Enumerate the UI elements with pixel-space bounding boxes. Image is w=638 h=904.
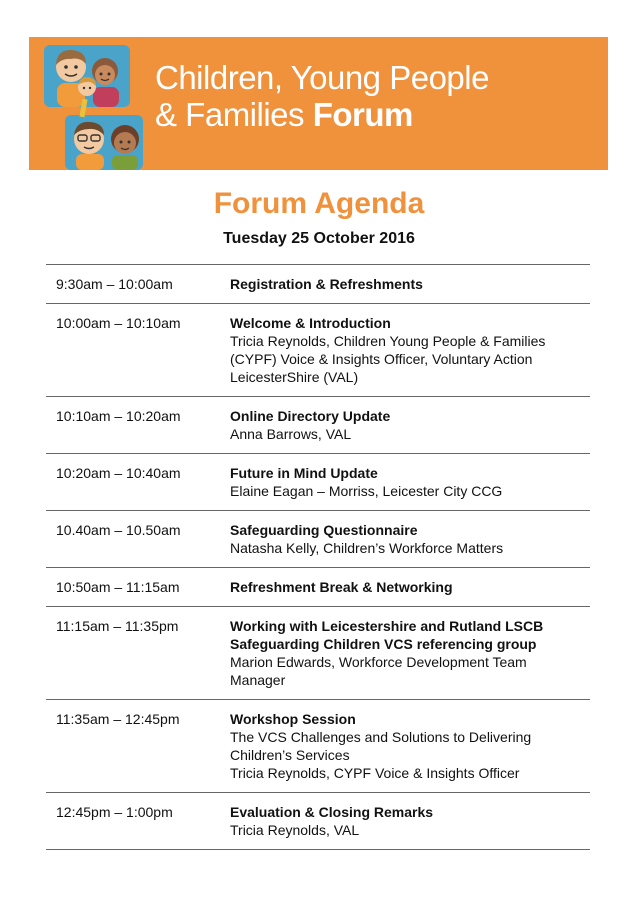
agenda-time: 10.40am – 10.50am xyxy=(56,522,181,538)
session-speaker: Anna Barrows, VAL xyxy=(230,426,352,442)
agenda-row xyxy=(46,511,590,568)
session-title: Workshop Session xyxy=(230,711,356,727)
session-title: Registration & Refreshments xyxy=(230,276,423,292)
agenda-detail xyxy=(230,314,590,386)
agenda-detail xyxy=(230,617,590,689)
session-title: Welcome & Introduction xyxy=(230,315,391,331)
agenda-time: 11:35am – 12:45pm xyxy=(56,711,180,727)
session-speaker: Tricia Reynolds, CYPF Voice & Insights Officer xyxy=(230,765,520,781)
session-speaker: Tricia Reynolds, Children Young People & Families xyxy=(230,333,546,349)
agenda-time: 12:45pm – 1:00pm xyxy=(56,804,173,820)
family-faces-illustration-icon xyxy=(41,43,159,170)
banner-title-regular: & Families xyxy=(155,96,313,133)
session-speaker: LeicesterShire (VAL) xyxy=(230,369,359,385)
agenda-row xyxy=(46,568,590,607)
session-speaker: Elaine Eagan – Morriss, Leicester City CCG xyxy=(230,483,503,499)
agenda-row xyxy=(46,265,590,304)
agenda-time: 11:15am – 11:35pm xyxy=(56,618,179,634)
agenda-table xyxy=(46,264,590,850)
session-title: Evaluation & Closing Remarks xyxy=(230,804,434,820)
session-speaker: The VCS Challenges and Solutions to Delivering xyxy=(230,729,532,745)
agenda-detail xyxy=(230,803,590,839)
banner-title-line1: Children, Young People xyxy=(155,59,489,96)
agenda-detail xyxy=(230,521,590,557)
agenda-time: 10:50am – 11:15am xyxy=(56,579,180,595)
session-title: Safeguarding Questionnaire xyxy=(230,522,418,538)
agenda-row xyxy=(46,700,590,793)
page-title: Forum Agenda xyxy=(213,187,425,220)
agenda-detail xyxy=(230,407,590,443)
agenda-row xyxy=(46,454,590,511)
agenda-time: 10:10am – 10:20am xyxy=(56,408,181,424)
agenda-time: 10:00am – 10:10am xyxy=(56,315,181,331)
banner-title-bold: Forum xyxy=(312,96,413,133)
agenda-detail xyxy=(230,464,590,500)
banner-title-line2 xyxy=(155,96,489,133)
session-title: Online Directory Update xyxy=(230,408,391,424)
session-title: Future in Mind Update xyxy=(230,465,378,481)
agenda-detail xyxy=(230,578,590,596)
agenda-detail xyxy=(230,275,590,293)
session-speaker: Tricia Reynolds, VAL xyxy=(230,822,360,838)
session-title: Safeguarding Children VCS referencing group xyxy=(230,636,537,652)
agenda-row xyxy=(46,793,590,850)
agenda-time: 9:30am – 10:00am xyxy=(56,276,173,292)
agenda-row xyxy=(46,304,590,397)
banner-title xyxy=(155,59,489,133)
session-title: Working with Leicestershire and Rutland LSCB xyxy=(230,618,544,634)
session-speaker: Natasha Kelly, Children’s Workforce Matters xyxy=(230,540,504,556)
agenda-detail xyxy=(230,710,590,782)
forum-banner xyxy=(29,37,608,170)
agenda-row xyxy=(46,397,590,454)
session-speaker: Children’s Services xyxy=(230,747,350,763)
session-speaker: (CYPF) Voice & Insights Officer, Voluntary Action xyxy=(230,351,533,367)
session-title: Refreshment Break & Networking xyxy=(230,579,453,595)
agenda-time: 10:20am – 10:40am xyxy=(56,465,181,481)
session-speaker: Marion Edwards, Workforce Development Team xyxy=(230,654,527,670)
event-date: Tuesday 25 October 2016 xyxy=(223,230,415,247)
session-speaker: Manager xyxy=(230,672,286,688)
agenda-row xyxy=(46,607,590,700)
